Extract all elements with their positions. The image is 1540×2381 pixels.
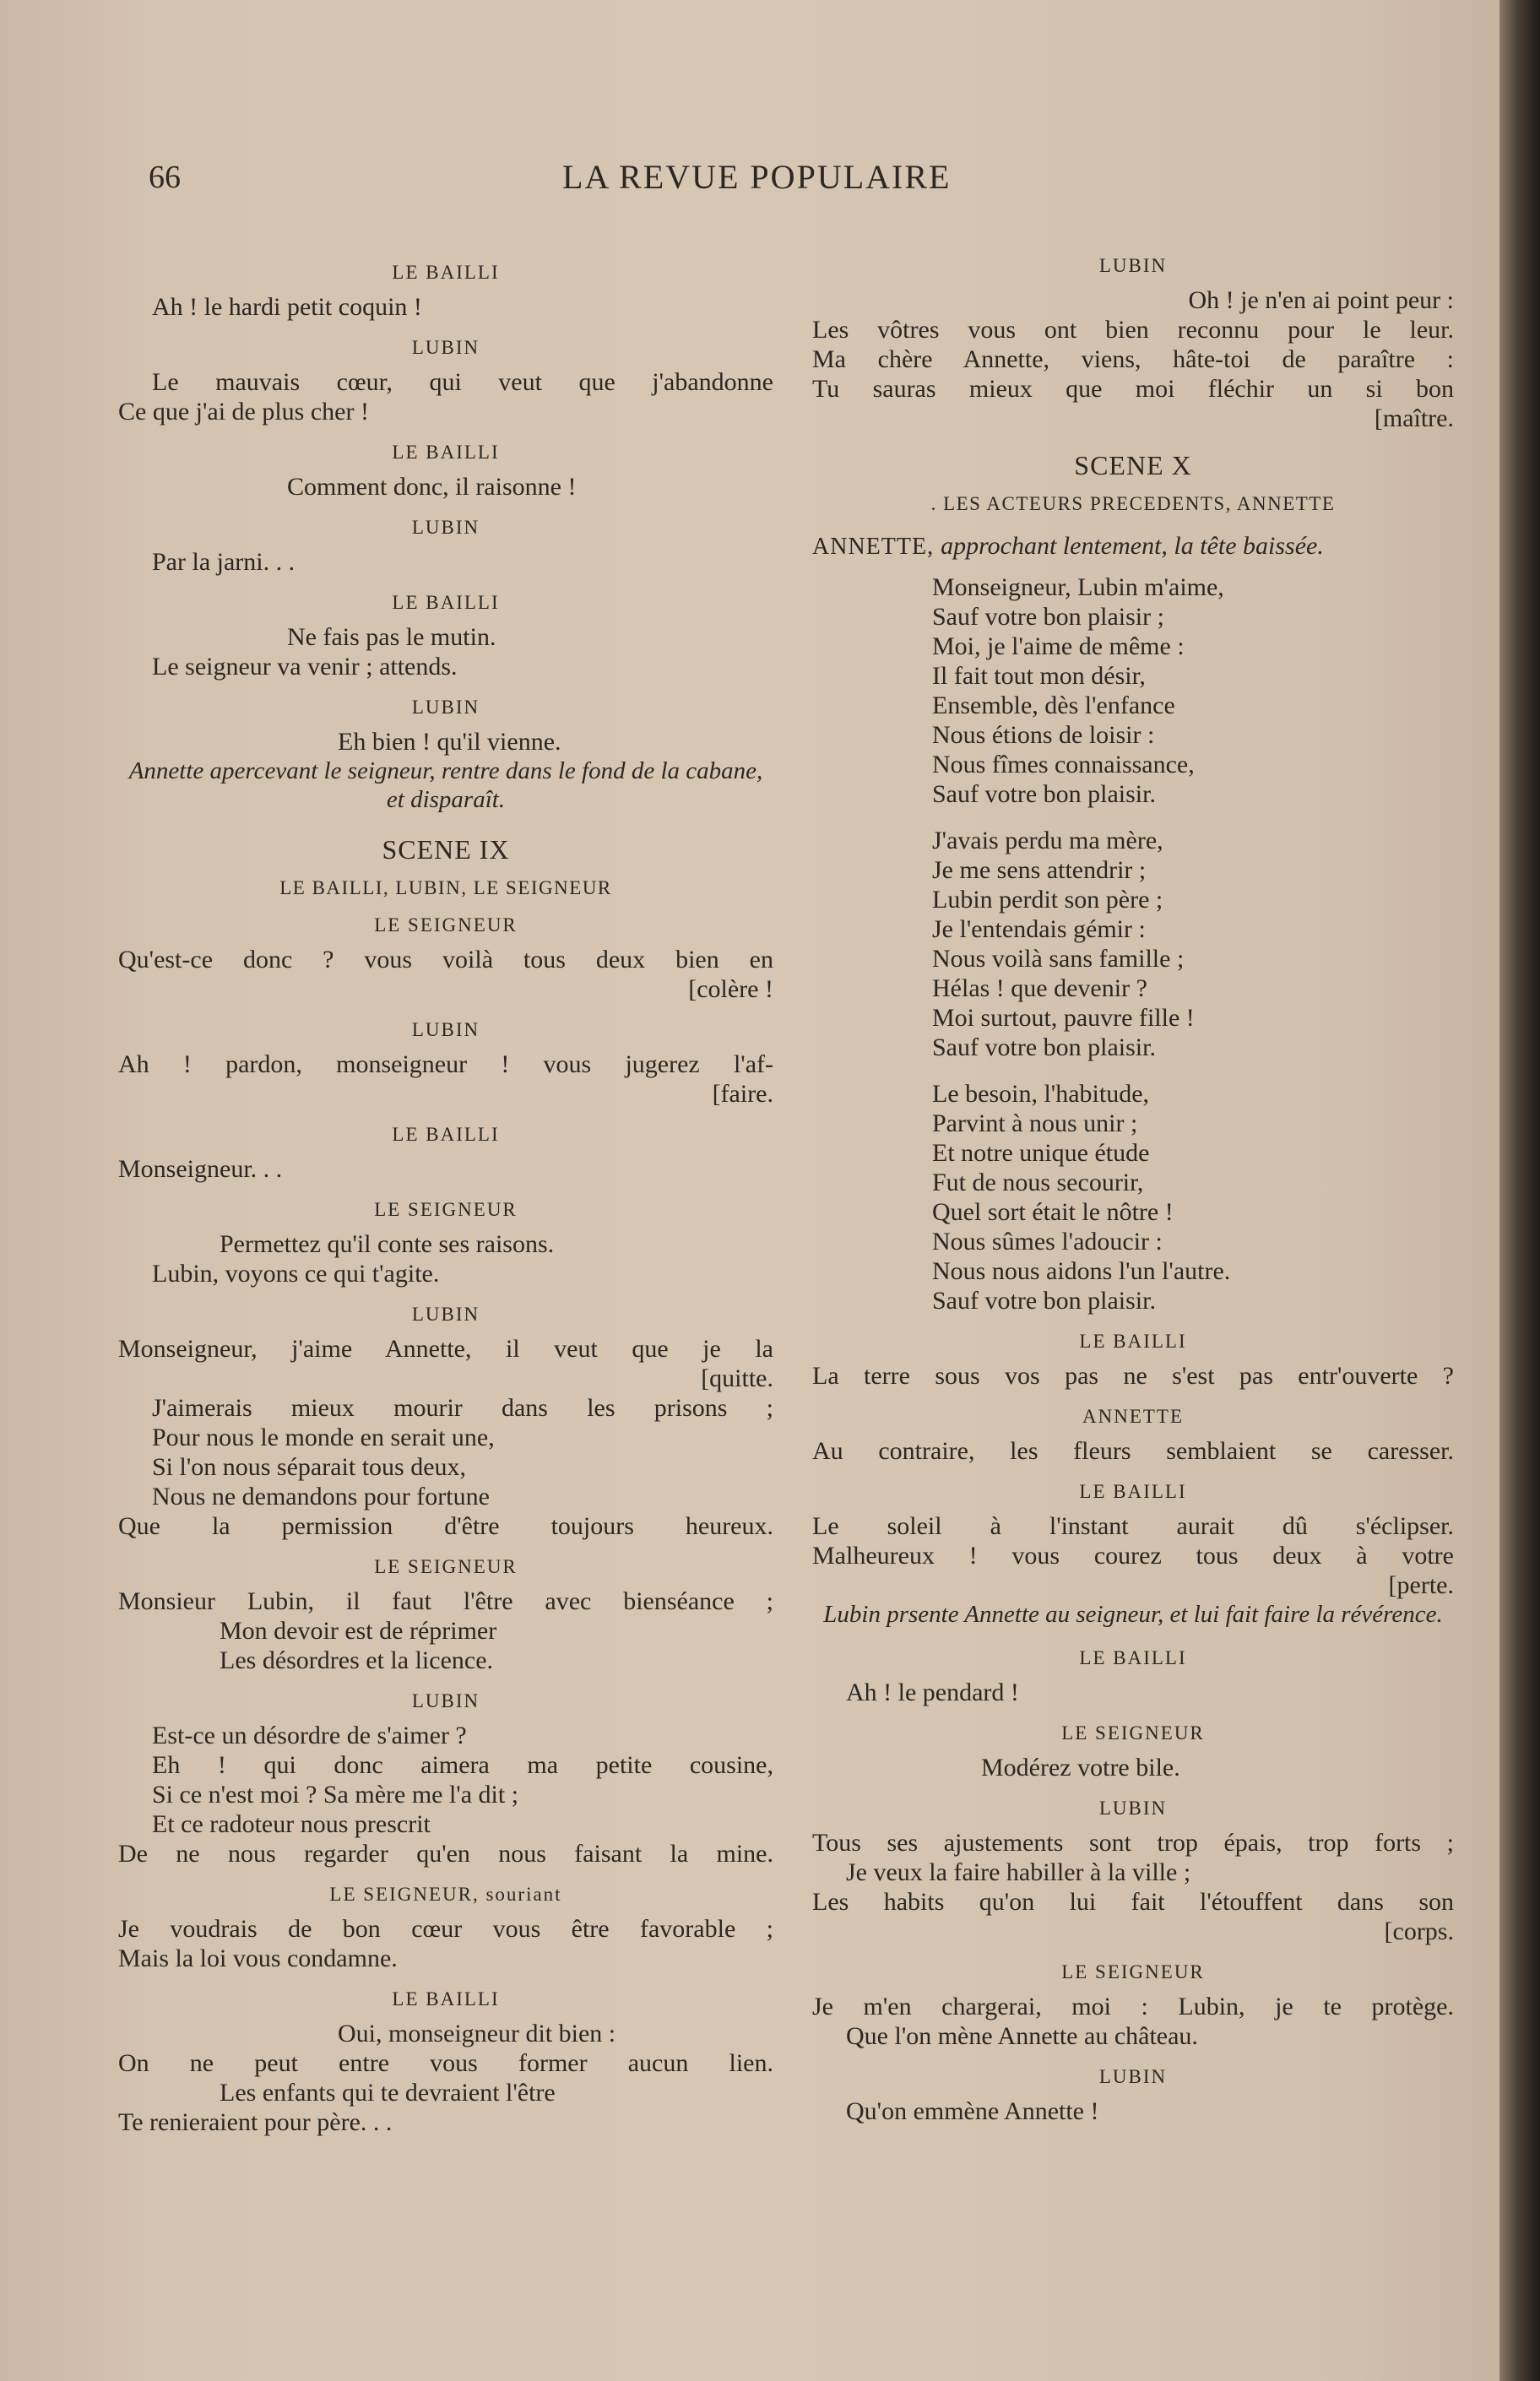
dialogue-line: Ah ! le pendard ! [846,1679,1019,1706]
dialogue-line: J'aimerais mieux mourir dans les prisons ; [152,1394,773,1422]
dialogue-line: Mais la loi vous condamne. [118,1944,398,1972]
song-verses [812,572,1454,1315]
verse-line: Nous sûmes l'adoucir : [932,1228,1163,1256]
verse-line: Nous nous aidons l'un l'autre. [932,1257,1231,1285]
speaker-label: LUBIN [411,1019,480,1040]
left-column [118,247,773,2137]
dialogue-line: Est-ce un désordre de s'aimer ? [152,1722,467,1749]
dialogue-line: [colère ! [688,975,773,1003]
verse-line: Et notre unique étude [932,1139,1150,1167]
speaker-label: LUBIN [411,337,480,358]
dialogue-line: Le seigneur va venir ; attends. [152,653,458,681]
dialogue-line: Malheureux ! vous courez tous deux à votre [812,1542,1454,1570]
verse-line: Nous étions de loisir : [932,721,1155,749]
dialogue-line: Le mauvais cœur, qui veut que j'abandonne [152,368,773,396]
verse-line: Le besoin, l'habitude, [932,1080,1150,1108]
dialogue-line: Je veux la faire habiller à la ville ; [846,1858,1191,1886]
dialogue-line: Permettez qu'il conte ses raisons. [220,1230,555,1258]
dialogue-line: Ah ! pardon, monseigneur ! vous jugerez l'af- [118,1050,773,1078]
dialogue-line: Le soleil à l'instant aurait dû s'éclipser. [812,1512,1454,1540]
dialogue-line: Eh ! qui donc aimera ma petite cousine, [152,1751,773,1779]
dialogue-line: [maître. [1374,404,1454,432]
verse-line: J'avais perdu ma mère, [932,827,1163,854]
dialogue-line: Les vôtres vous ont bien reconnu pour le leur. [812,316,1454,344]
speaker-entrance [812,532,1454,561]
speaker-label: LE SEIGNEUR [374,1199,518,1220]
verse-line: Sauf votre bon plaisir. [932,1033,1156,1061]
verse-line: Sauf votre bon plaisir ; [932,603,1164,631]
dialogue-line: Si l'on nous séparait tous deux, [152,1453,467,1481]
verse-line: Sauf votre bon plaisir. [932,780,1156,808]
speaker-label: LE BAILLI [1079,1481,1187,1502]
dialogue-line: [quitte. [701,1364,773,1392]
dialogue-line: Monsieur Lubin, il faut l'être avec bienséance ; [118,1587,773,1615]
dialogue-line: Au contraire, les fleurs semblaient se caresser. [812,1437,1454,1465]
dialogue-line: Qu'on emmène Annette ! [846,2097,1099,2125]
speaker-label: LE BAILLI [392,442,500,463]
dialogue-line: Lubin, voyons ce qui t'agite. [152,1260,440,1288]
speaker-label: ANNETTE [1082,1406,1185,1427]
speaker-label: LUBIN [411,517,480,538]
speaker-label: LE SEIGNEUR [374,1556,518,1577]
dialogue-line: Monseigneur, j'aime Annette, il veut que je la [118,1335,773,1363]
dialogue-line: Mon devoir est de réprimer [220,1617,497,1645]
cast-list: . LES ACTEURS PRECEDENTS, ANNETTE [930,493,1336,514]
speaker-label: LUBIN [1098,2066,1168,2087]
dialogue-line: Qu'est-ce donc ? vous voilà tous deux bien en [118,946,773,974]
speaker-label: LE BAILLI [392,592,500,613]
speaker-label: LUBIN [411,1690,480,1711]
speaker-label: LE BAILLI [392,1124,500,1145]
page-edge-shadow [1499,0,1540,2381]
speaker-label: LE SEIGNEUR, souriant [329,1884,562,1905]
dialogue-line: De ne nous regarder qu'en nous faisant la mine. [118,1840,773,1868]
dialogue-line: [corps. [1384,1917,1454,1945]
verse-line: Je me sens attendrir ; [932,856,1147,884]
verse-line: Il fait tout mon désir, [932,662,1146,690]
speaker-label: LUBIN [411,1304,480,1325]
dialogue-line: Pour nous le monde en serait une, [152,1424,495,1451]
verse-line: Moi surtout, pauvre fille ! [932,1004,1195,1032]
stage-direction: Annette apercevant le seigneur, rentre dans le fond de la cabane, et disparaît. [128,757,763,813]
dialogue-line: Eh bien ! qu'il vienne. [338,728,561,756]
dialogue-line: Les habits qu'on lui fait l'étouffent dans son [812,1888,1454,1916]
speaker-label: LE BAILLI [1079,1331,1187,1352]
verse-line: Moi, je l'aime de même : [932,632,1185,660]
dialogue-line: [perte. [1388,1571,1454,1599]
dialogue-line: Je m'en chargerai, moi : Lubin, je te protège. [812,1993,1454,2020]
dialogue-line: Nous ne demandons pour fortune [152,1483,490,1510]
stanza-gap [932,809,1454,826]
verse-line: Monseigneur, Lubin m'aime, [932,573,1224,601]
speaker-label: LE BAILLI [1079,1647,1187,1668]
running-title: LA REVUE POPULAIRE [562,158,952,196]
speaker-label: LE SEIGNEUR [374,914,518,936]
stanza-gap [932,1062,1454,1079]
speaker-label: LE SEIGNEUR [1061,1961,1205,1982]
stage-direction-inline: approchant lentement, la tête baissée. [941,532,1324,560]
verse-line: Lubin perdit son père ; [932,886,1163,914]
verse-line: Quel sort était le nôtre ! [932,1198,1174,1226]
verse-line: Je l'entendais gémir : [932,915,1146,943]
dialogue-line: Ne fais pas le mutin. [287,623,496,651]
dialogue-line: Que l'on mène Annette au château. [846,2022,1198,2050]
dialogue-line: Les enfants qui te devraient l'être [220,2079,556,2107]
speaker-label: LE BAILLI [392,1988,500,2009]
dialogue-line: Ce que j'ai de plus cher ! [118,398,369,426]
cast-list: LE BAILLI, LUBIN, LE SEIGNEUR [279,877,612,898]
speaker-label: LUBIN [1098,255,1168,276]
stage-direction: Lubin prsente Annette au seigneur, et lui fait faire la révérence. [823,1601,1443,1628]
verse-line: Hélas ! que devenir ? [932,974,1147,1002]
verse-line: Nous fîmes connaissance, [932,751,1195,778]
dialogue-line: Les désordres et la licence. [220,1646,494,1674]
dialogue-line: Que la permission d'être toujours heureux. [118,1512,773,1540]
verse-line: Parvint à nous unir ; [932,1109,1138,1137]
dialogue-line: Tu sauras mieux que moi fléchir un si bon [812,375,1454,403]
verse-line: Ensemble, dès l'enfance [932,692,1175,719]
dialogue-line: Oui, monseigneur dit bien : [338,2020,616,2047]
dialogue-line: Monseigneur. . . [118,1155,283,1183]
dialogue-line: Par la jarni. . . [152,548,296,576]
verse-line: Sauf votre bon plaisir. [932,1287,1156,1315]
page-number: 66 [149,160,181,195]
dialogue-line: Si ce n'est moi ? Sa mère me l'a dit ; [152,1781,519,1809]
speaker-name: ANNETTE, [812,534,935,560]
speaker-label: LUBIN [1098,1798,1168,1819]
dialogue-line: Ah ! le hardi petit coquin ! [152,293,422,321]
dialogue-line: Tous ses ajustements sont trop épais, trop forts ; [812,1829,1454,1857]
dialogue-line: Oh ! je n'en ai point peur : [1188,286,1454,314]
verse-line: Nous voilà sans famille ; [932,945,1185,973]
dialogue-line: Comment donc, il raisonne ! [287,473,577,501]
scene-heading: SCENE X [1074,450,1192,480]
speaker-label: LUBIN [411,697,480,718]
dialogue-line: Modérez votre bile. [981,1754,1180,1782]
verse-line: Fut de nous secourir, [932,1169,1144,1196]
speaker-label: LE BAILLI [392,262,500,283]
scene-heading: SCENE IX [382,834,510,865]
dialogue-line: Te renieraient pour père. . . [118,2108,393,2136]
right-column [812,240,1454,2126]
dialogue-line: Ma chère Annette, viens, hâte-toi de paraître : [812,345,1454,373]
dialogue-line: Et ce radoteur nous prescrit [152,1810,431,1838]
dialogue-line: La terre sous vos pas ne s'est pas entr'ouverte ? [812,1362,1454,1390]
dialogue-line: Je voudrais de bon cœur vous être favorable ; [118,1915,773,1943]
dialogue-line: On ne peut entre vous former aucun lien. [118,2049,773,2077]
speaker-label: LE SEIGNEUR [1061,1722,1205,1744]
dialogue-line: [faire. [712,1080,773,1108]
